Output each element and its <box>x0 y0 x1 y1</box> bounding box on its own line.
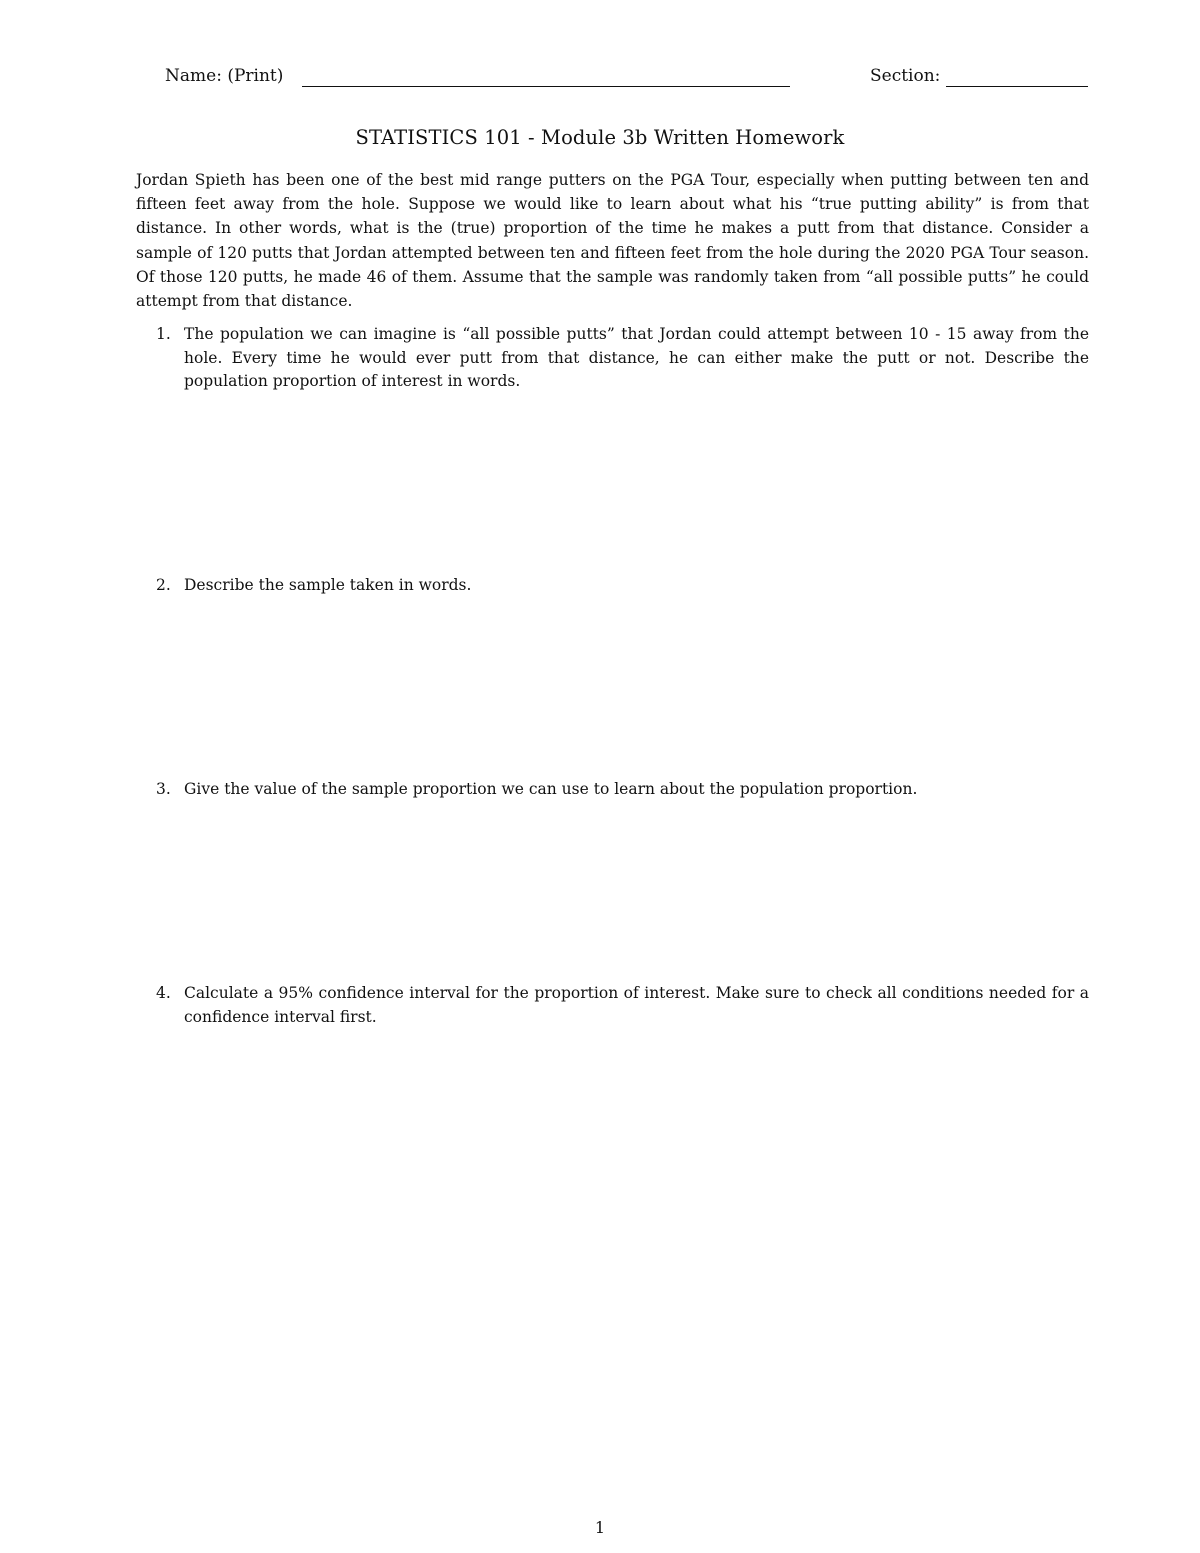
question-text: Give the value of the sample proportion we can use to learn about the population proportion. <box>184 780 918 798</box>
section-label: Section: <box>870 66 941 86</box>
page-title: STATISTICS 101 - Module 3b Written Homework <box>355 126 845 149</box>
question-4 <box>156 982 1089 1029</box>
section-blank-line <box>946 86 1088 87</box>
question-text: Calculate a 95% confidence interval for the proportion of interest. Make sure to check all conditions needed for a confidence interval first. <box>184 984 1089 1026</box>
question-number: 1. <box>156 325 171 343</box>
question-text: The population we can imagine is “all possible putts” that Jordan could attempt between 10 - 15 away from the hole. Every time he would ever putt from that distance, he can either make the putt or not. Describe the population proportion of interest in words. <box>184 325 1089 390</box>
name-blank-line <box>302 86 790 87</box>
question-number: 4. <box>156 984 171 1002</box>
question-number: 3. <box>156 780 171 798</box>
intro-paragraph: Jordan Spieth has been one of the best mid range putters on the PGA Tour, especially when putting between ten and fifteen feet away from the hole. Suppose we would like to learn about what his “true putting ability” is from that distance. In other words, what is the (true) proportion of the time he makes a putt from that distance. Consider a sample of 120 putts that Jordan attempted between ten and fifteen feet from the hole during the 2020 PGA Tour season. Of those 120 putts, he made 46 of them. Assume that the sample was randomly taken from “all possible putts” he could attempt from that distance. <box>136 171 1089 311</box>
question-text: Describe the sample taken in words. <box>184 576 472 594</box>
question-2 <box>156 574 1089 598</box>
question-number: 2. <box>156 576 171 594</box>
page-number: 1 <box>594 1518 606 1537</box>
name-label: Name: (Print) <box>165 66 284 86</box>
question-1 <box>156 323 1089 394</box>
header-row <box>0 62 1200 92</box>
question-3 <box>156 778 1089 802</box>
